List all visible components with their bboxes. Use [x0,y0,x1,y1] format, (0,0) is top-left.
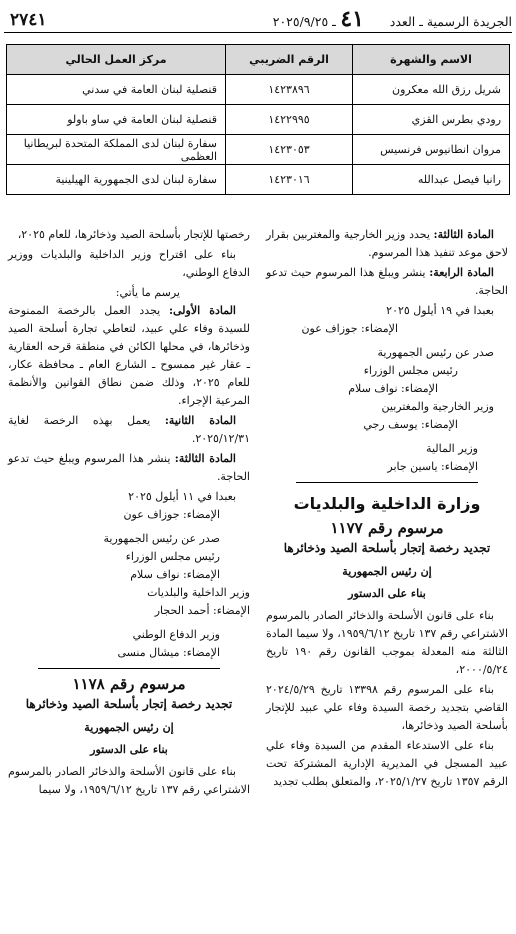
article-text: يجدد العمل بالرخصة الممنوحة للسيدة وفاء علي عبيد، لتعاطي تجارة أسلحة الصيد وذخائرها، في محلها الكائن في منطقة قرحه العقارية ـ عقار غير ممسوح ـ الشارع العام ـ محافظة عكار، للعام ٢٠٢٥، وذلك ضمن نطاق القوانين والأنظمة المرعية الإجراء. [8,304,251,407]
col-name-header: الاسم والشهرة [353,45,510,75]
pm-signature: الإمضاء: نواف سلام [348,382,438,395]
cell-post: قنصلية لبنان العامة في سدني [7,75,226,105]
table-row [7,165,510,195]
fin-title: وزير المالية [426,442,478,455]
pm-signature: الإمضاء: نواف سلام [130,568,220,581]
article-4 [266,264,508,300]
divider [38,668,220,669]
cell-name: مروان انطانيوس فرنسيس [353,135,510,165]
issued-by: صدر عن رئيس الجمهورية [377,346,494,359]
cell-tax: ١٤٢٣٠٥٣ [226,135,353,165]
president-line: إن رئيس الجمهورية [84,721,174,734]
decree-subject: تجديد رخصة إتجار بأسلحة الصيد وذخائرها [25,697,233,711]
cell-tax: ١٤٢٢٩٩٥ [226,105,353,135]
cell-name: رانيا فيصل عبدالله [353,165,510,195]
cell-tax: ١٤٢٣٠١٦ [226,165,353,195]
paragraph: بناء على المرسوم رقم ١٣٣٩٨ تاريخ ٢٠٢٤/٥/٢٩ القاضي بتجديد رخصة السيدة وفاء علي عبيد للإتجار بأسلحة الصيد وذخائرها، [266,683,508,732]
int-signature: الإمضاء: أحمد الحجار [154,604,250,617]
article-3 [266,226,508,262]
constitution-line: بناء على الدستور [348,587,426,600]
decree-number: مرسوم رقم ١١٧٧ [330,519,444,537]
cell-post: قنصلية لبنان العامة في ساو باولو [7,105,226,135]
table-row [7,105,510,135]
article-text: ينشر هذا المرسوم ويبلغ حيث تدعو الحاجة. [8,452,250,483]
decree-number: مرسوم رقم ١١٧٨ [72,675,186,693]
article-2 [8,412,250,448]
fm-signature: الإمضاء: يوسف رجي [363,418,458,431]
president-line: إن رئيس الجمهورية [342,565,432,578]
def-title: وزير الدفاع الوطني [132,628,220,641]
right-column [266,226,508,793]
dated-line: بعبدا في ١٩ أيلول ٢٠٢٥ [386,304,494,317]
article-label: المادة الثانية: [164,414,236,427]
col-tax-header: الرقم الضريبي [226,45,353,75]
decree-subject: تجديد رخصة إتجار بأسلحة الصيد وذخائرها [283,541,491,555]
issued-by: صدر عن رئيس الجمهورية [103,532,220,545]
cell-name: شريل رزق الله معكرون [353,75,510,105]
table-row [7,75,510,105]
article-text: يعمل بهذه الرخصة لغاية ٢٠٢٥/١٢/٣١. [8,414,250,445]
signature: الإمضاء: جوزاف عون [301,322,398,335]
table-header-row [7,45,510,75]
paragraph: بناء على قانون الأسلحة والذخائر الصادر بالمرسوم الاشتراعي رقم ١٣٧ تاريخ ١٩٥٩/٦/١٢، ولا سيما [8,765,250,796]
article-1 [8,302,250,410]
article-text: ينشر ويبلغ هذا المرسوم حيث تدعو الحاجة. [266,266,508,297]
cell-name: رودي بطرس القزي [353,105,510,135]
pm-title: رئيس مجلس الوزراء [125,550,220,563]
article-label: المادة الأولى: [168,304,236,317]
cell-post: سفارة لبنان لدى الجمهورية الهيلينية [7,165,226,195]
page-header [4,6,512,32]
header-rule [4,32,512,33]
cell-post: سفارة لبنان لدى المملكة المتحدة لبريطانيا العظمى [7,135,226,165]
staff-table [6,44,510,195]
ministry-heading: وزارة الداخلية والبلديات [293,494,481,513]
divider [296,482,478,483]
pm-title: رئيس مجلس الوزراء [363,364,458,377]
paragraph: بناء على الاستدعاء المقدم من السيدة وفاء علي عبيد المسجل في المديرية الإدارية المشتركة تحت الرقم ١٣٥٧ تاريخ ٢٠٢٥/١/٢٧، والمتعلق بطلب تجديد [266,739,508,788]
int-title: وزير الداخلية والبلديات [147,586,250,599]
issue-date: ـ ٢٠٢٥/٩/٢٥ [272,14,336,29]
decrees-line: يرسم ما يأتي: [115,286,180,299]
table-row [7,135,510,165]
col-post-header: مركز العمل الحالي [7,45,226,75]
signature: الإمضاء: جوزاف عون [123,508,220,521]
paragraph: رخصتها للإتجار بأسلحة الصيد وذخائرها، للعام ٢٠٢٥، [17,228,250,241]
fm-title: وزير الخارجية والمغتربين [381,400,494,413]
fin-signature: الإمضاء: ياسين جابر [387,460,478,473]
gazette-title: الجريدة الرسمية ـ العدد ـ ٢٠٢٥/٩/٢٥ [272,14,512,29]
issue-number: ٤١ [340,6,364,32]
paragraph: بناء على اقتراح وزير الداخلية والبلديات ووزير الدفاع الوطني، [8,248,250,279]
article-label: المادة الثالثة: [174,452,236,465]
page-number: ٢٧٤١ [10,10,47,30]
article-label: المادة الثالثة: [433,228,494,241]
paragraph: بناء على قانون الأسلحة والذخائر الصادر بالمرسوم الاشتراعي رقم ١٣٧ تاريخ ١٩٥٩/٦/١٢، ولا سيما المادة الثالثة منه المعدلة بموجب القانون رقم ١٩٠ تاريخ ٢٠٠٠/٥/٢٤، [266,609,509,676]
dated-line: بعبدا في ١١ أيلول ٢٠٢٥ [128,490,236,503]
left-column [8,226,250,801]
cell-tax: ١٤٢٣٨٩٦ [226,75,353,105]
article-label: المادة الرابعة: [429,266,494,279]
article-3 [8,450,250,486]
article-text: يحدد وزير الخارجية والمغتربين بقرار لاحق موعد تنفيذ هذا المرسوم. [266,228,508,259]
constitution-line: بناء على الدستور [90,743,168,756]
def-signature: الإمضاء: ميشال منسى [117,646,220,659]
